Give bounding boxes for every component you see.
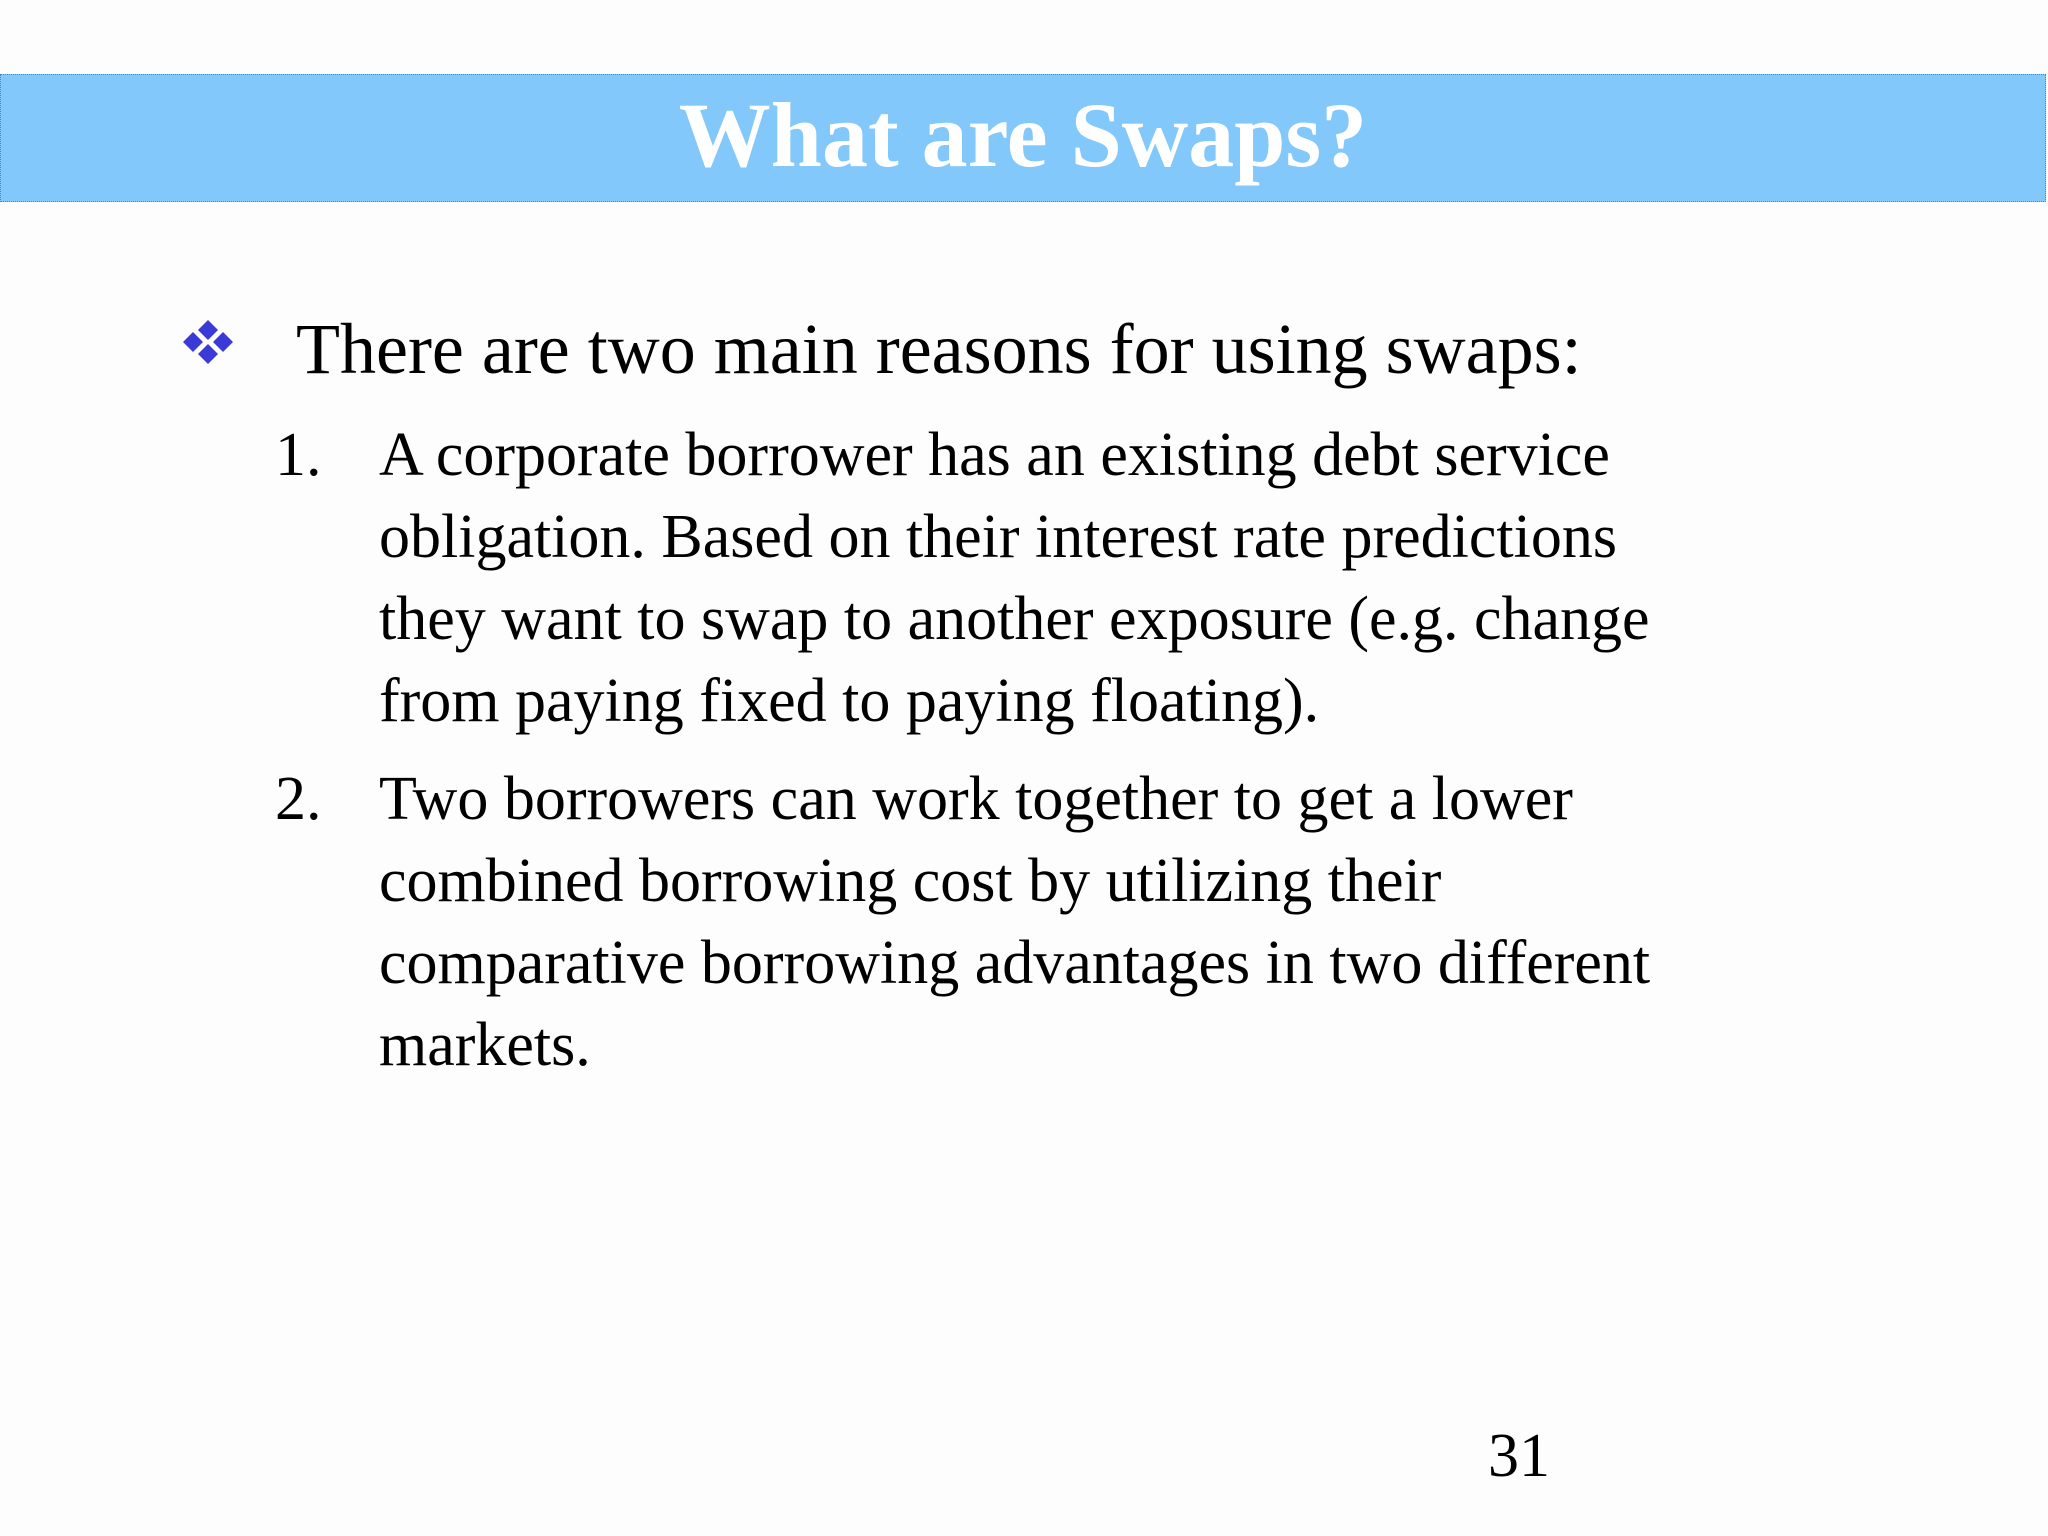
main-bullet-text: There are two main reasons for using swaps:	[296, 309, 1582, 389]
list-item-text: Two borrowers can work together to get a lower combined borrowing cost by utilizing their comparative borrowing advantages in two different markets.	[379, 765, 1651, 1079]
slide-title: What are Swaps?	[678, 84, 1368, 186]
list-item-number: 2.	[275, 765, 322, 833]
title-bar	[0, 74, 2046, 202]
main-bullet	[178, 304, 1878, 394]
list-item-number: 1.	[275, 421, 322, 489]
four-diamond-bullet-icon	[178, 320, 238, 364]
page-number: 31	[1488, 1422, 1550, 1490]
list-item-text: A corporate borrower has an existing debt service obligation. Based on their interest rate predictions they want to swap to another exposure (e.g. change from paying fixed to paying floating).	[379, 421, 1650, 735]
